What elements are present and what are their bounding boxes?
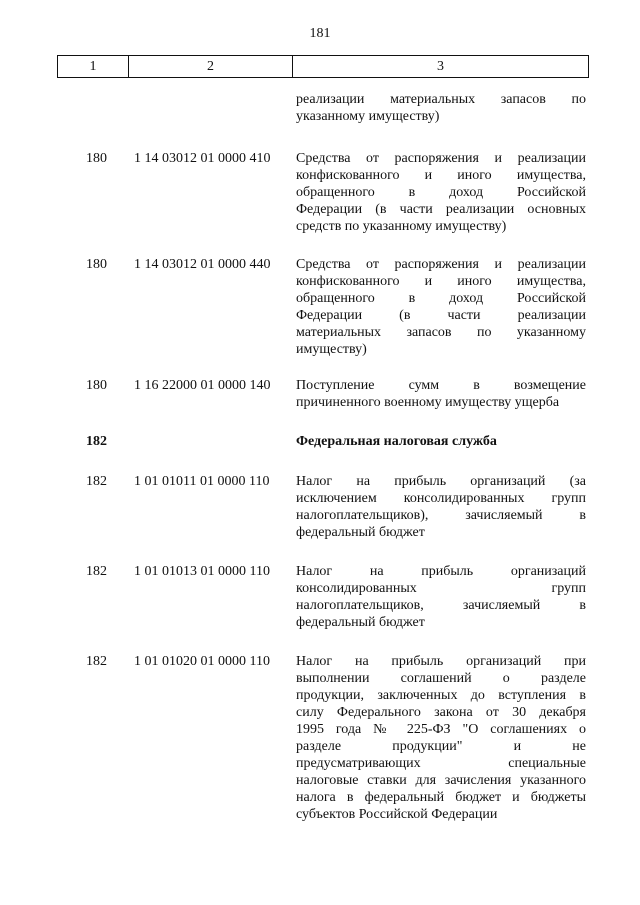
admin-code: 180 xyxy=(86,151,107,166)
income-description xyxy=(296,473,586,541)
page-number: 181 xyxy=(309,26,331,41)
desc-line: Налог на прибыль организаций при xyxy=(296,654,586,669)
desc-line: консолидированных групп xyxy=(296,581,586,596)
header-col-2: 2 xyxy=(129,56,293,77)
desc-line: Налог на прибыль организаций xyxy=(296,564,586,579)
desc-line: Федеральная налоговая служба xyxy=(296,434,497,449)
budget-classification-code: 1 16 22000 01 0000 140 xyxy=(134,378,271,393)
desc-line: конфискованного и иного имущества, xyxy=(296,274,586,289)
desc-line: средств по указанному имуществу) xyxy=(296,219,507,234)
header-col-1: 1 xyxy=(58,56,129,77)
income-description xyxy=(296,256,586,358)
desc-line: федеральный бюджет xyxy=(296,525,425,540)
desc-line: силу Федерального закона от 30 декабря xyxy=(296,705,586,720)
admin-code: 182 xyxy=(86,434,107,449)
desc-line: указанному имуществу) xyxy=(296,109,440,124)
budget-classification-code: 1 14 03012 01 0000 410 xyxy=(134,151,271,166)
desc-line: выполнении соглашений о разделе xyxy=(296,671,586,686)
income-description xyxy=(296,377,586,411)
admin-code: 182 xyxy=(86,474,107,489)
desc-line: разделе продукции" и не xyxy=(296,739,586,754)
budget-classification-code: 1 01 01011 01 0000 110 xyxy=(134,474,270,489)
header-col-3: 3 xyxy=(437,58,444,74)
desc-line: налогоплательщиков), зачисляемый в xyxy=(296,508,586,523)
desc-line: обращенного в доход Российской xyxy=(296,185,586,200)
income-description xyxy=(296,150,586,235)
desc-line: предусматривающих специальные xyxy=(296,756,586,771)
income-description xyxy=(296,653,586,823)
desc-line: Поступление сумм в возмещение xyxy=(296,378,586,393)
desc-line: Налог на прибыль организаций (за xyxy=(296,474,586,489)
admin-code: 182 xyxy=(86,654,107,669)
desc-line: налогоплательщиков, зачисляемый в xyxy=(296,598,586,613)
desc-line: имуществу) xyxy=(296,342,367,357)
desc-line: материальных запасов по указанному xyxy=(296,325,586,340)
continuation-description xyxy=(296,91,586,125)
desc-line: конфискованного и иного имущества, xyxy=(296,168,586,183)
desc-line: причиненного военному имуществу ущерба xyxy=(296,395,560,410)
desc-line: обращенного в доход Российской xyxy=(296,291,586,306)
desc-line: 1995 года № 225-ФЗ "О соглашениях о xyxy=(296,722,586,737)
budget-classification-code: 1 01 01020 01 0000 110 xyxy=(134,654,270,669)
desc-line: федеральный бюджет xyxy=(296,615,425,630)
desc-line: исключением консолидированных групп xyxy=(296,491,586,506)
admin-code: 180 xyxy=(86,257,107,272)
budget-classification-code: 1 01 01013 01 0000 110 xyxy=(134,564,270,579)
desc-line: Средства от распоряжения и реализации xyxy=(296,257,586,272)
admin-code: 182 xyxy=(86,564,107,579)
desc-line: субъектов Российской Федерации xyxy=(296,807,498,822)
desc-line: Средства от распоряжения и реализации xyxy=(296,151,586,166)
table-header xyxy=(57,55,589,78)
income-description xyxy=(296,433,586,450)
desc-line: налога в федеральный бюджет и бюджеты xyxy=(296,790,586,805)
desc-line: продукции, заключенных до вступления в xyxy=(296,688,586,703)
desc-line: налоговые ставки для зачисления указанного xyxy=(296,773,586,788)
desc-line: Федерации (в части реализации xyxy=(296,308,586,323)
desc-line: Федерации (в части реализации основных xyxy=(296,202,586,217)
desc-line: реализации материальных запасов по xyxy=(296,92,586,107)
budget-classification-code: 1 14 03012 01 0000 440 xyxy=(134,257,271,272)
admin-code: 180 xyxy=(86,378,107,393)
income-description xyxy=(296,563,586,631)
